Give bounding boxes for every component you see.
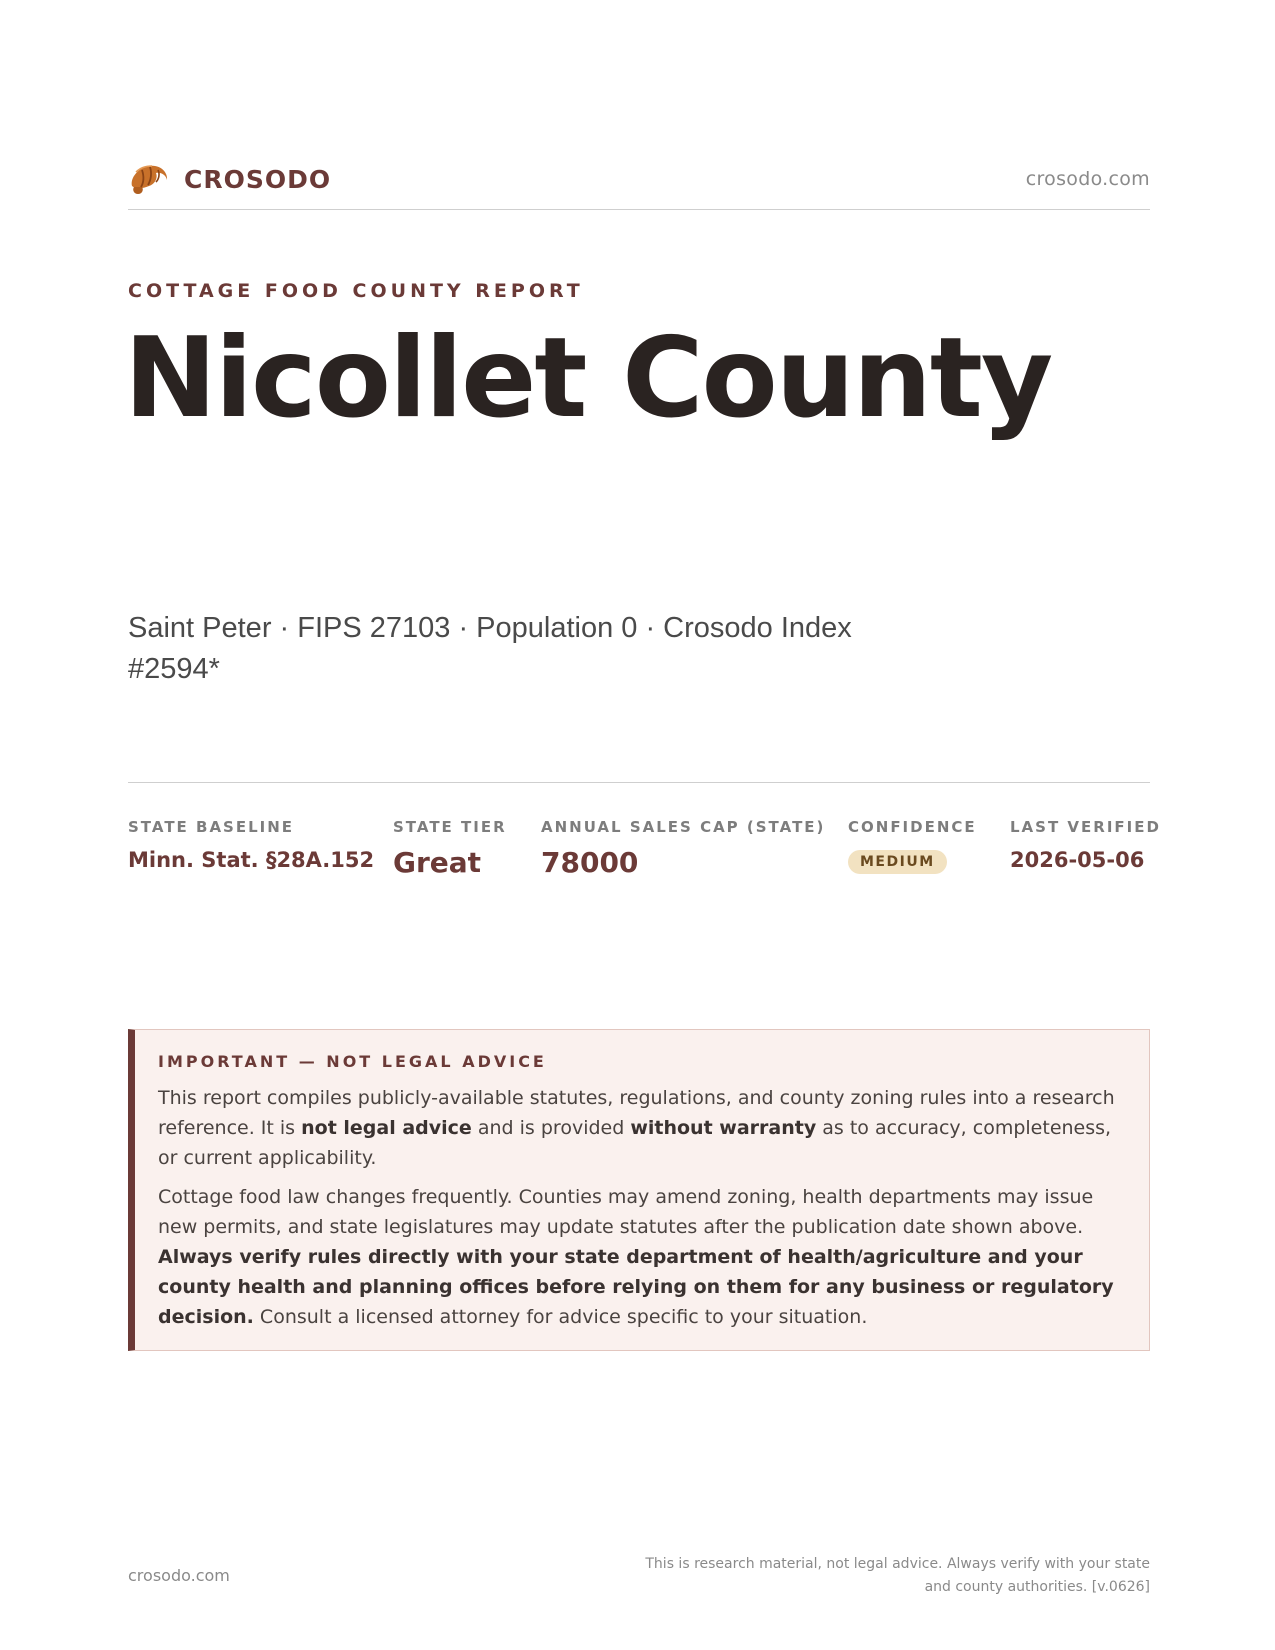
notice-text: and is provided — [471, 1117, 631, 1139]
notice-emphasis: without warranty — [630, 1117, 817, 1139]
report-eyebrow: COTTAGE FOOD COUNTY REPORT — [128, 280, 584, 302]
page-header — [128, 158, 1150, 210]
notice-title: IMPORTANT — NOT LEGAL ADVICE — [158, 1052, 547, 1071]
stat-value: Minn. Stat. §28A.152 — [128, 848, 375, 872]
notice-emphasis: Always verify rules directly with your state department of health/agriculture and your county health and planning offices before relying on them for any business or regulatory decision. — [158, 1246, 1114, 1328]
footer-disclaimer: This is research material, not legal advice. Always verify with your state and county authorities. [v.0626] — [645, 1556, 1150, 1595]
legal-notice — [128, 1029, 1150, 1351]
notice-text: Consult a licensed attorney for advice specific to your situation. — [253, 1306, 868, 1328]
stat-confidence — [848, 818, 977, 874]
page-title: Nicollet County — [124, 314, 1052, 443]
stat-value: Great — [393, 846, 482, 879]
notice-text: Cottage food law changes frequently. Counties may amend zoning, health departments may issue new permits, and state legislatures may update statutes after the publication date shown above. — [158, 1186, 1094, 1238]
stat-value: 2026-05-06 — [1010, 848, 1145, 872]
stat-annual-sales-cap — [541, 818, 825, 879]
stat-label: CONFIDENCE — [848, 818, 977, 836]
notice-paragraph — [158, 1083, 1127, 1173]
notice-paragraph — [158, 1182, 1127, 1332]
notice-text: as to accuracy, completeness, or current applicability. — [158, 1117, 1112, 1169]
confidence-badge: MEDIUM — [848, 850, 947, 874]
brand[interactable] — [128, 160, 331, 198]
stat-label: LAST VERIFIED — [1010, 818, 1161, 836]
stat-state-tier — [393, 818, 507, 879]
stat-last-verified — [1010, 818, 1161, 872]
stats-divider — [128, 782, 1150, 783]
report-subtitle: Saint Peter · FIPS 27103 · Population 0 · Crosodo Index #2594* — [128, 612, 852, 685]
header-url[interactable]: crosodo.com — [1025, 168, 1150, 190]
croissant-icon — [128, 160, 170, 198]
footer-url[interactable]: crosodo.com — [128, 1566, 230, 1585]
notice-emphasis: not legal advice — [301, 1117, 472, 1139]
stat-value: 78000 — [541, 846, 639, 879]
stat-label: ANNUAL SALES CAP (STATE) — [541, 818, 826, 836]
notice-text: This report compiles publicly-available statutes, regulations, and county zoning rules into a research reference. It is — [158, 1087, 1115, 1139]
brand-name: CROSODO — [184, 164, 332, 194]
stat-label: STATE BASELINE — [128, 818, 295, 836]
stat-label: STATE TIER — [393, 818, 507, 836]
stat-state-baseline — [128, 818, 374, 872]
